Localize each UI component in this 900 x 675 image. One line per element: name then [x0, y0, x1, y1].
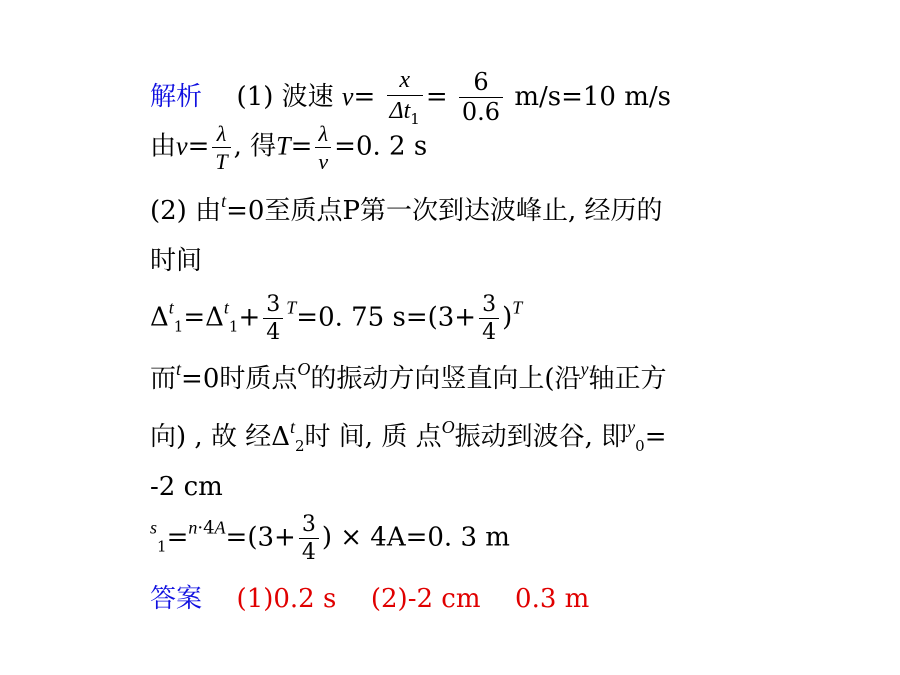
frac-numerator: 3	[299, 513, 319, 539]
line-3	[150, 192, 662, 224]
frac-numerator: λ	[315, 122, 331, 148]
equals: =	[187, 131, 210, 162]
fraction-lambda-over-v	[315, 122, 331, 173]
period-result: =0. 2 s	[334, 131, 428, 162]
line-9	[150, 513, 510, 564]
fraction-6-over-06	[459, 70, 503, 125]
line-5	[150, 293, 522, 344]
frac-denominator: 4	[266, 320, 281, 346]
equals: =	[644, 422, 667, 452]
text: 轴正方	[588, 364, 667, 394]
answer-1: (1)0.2 s	[236, 584, 337, 614]
var-t: t	[221, 191, 227, 211]
text: 时间	[150, 246, 203, 276]
text: 的振动方向竖直向上(沿	[310, 364, 581, 394]
frac-denominator: 4	[301, 540, 316, 566]
frac-denominator: 4	[482, 320, 497, 346]
plus: +	[238, 302, 261, 333]
answer-line	[150, 586, 589, 612]
var-v: v	[341, 81, 354, 111]
var-y: y	[580, 359, 589, 379]
var-t: t	[289, 417, 295, 437]
frac-numerator: 3	[263, 293, 283, 319]
delta-t: Δt	[389, 98, 411, 125]
equals: =	[425, 81, 448, 112]
var-t: t	[223, 297, 229, 318]
subscript: 1	[173, 317, 184, 336]
text: 由	[150, 131, 177, 162]
var-T: T	[276, 131, 291, 161]
var-t: t	[176, 359, 182, 379]
text: ·4	[197, 517, 215, 539]
subscript: 1	[410, 110, 420, 129]
text: =0时质点	[181, 364, 298, 394]
var-n: n	[188, 517, 198, 538]
frac-numerator: 3	[479, 293, 499, 319]
displacement-result: -2 cm	[150, 472, 223, 502]
subscript: 0	[635, 437, 645, 455]
var-s: s	[150, 517, 158, 538]
frac-denominator: v	[318, 149, 329, 175]
equals: =	[353, 81, 376, 112]
answer-3: 0.3 m	[515, 584, 590, 614]
speed-result: m/s=10 m/s	[514, 81, 671, 112]
var-y: y	[627, 417, 636, 437]
var-A: A	[214, 517, 226, 538]
line-8	[150, 474, 223, 500]
text: =0至质点P第一次到达波峰止, 经历的	[226, 196, 663, 226]
text: =Δ	[183, 302, 224, 333]
frac-numerator: 6	[459, 70, 503, 98]
text: 时 间, 质 点	[304, 422, 442, 452]
text: =(3+	[225, 522, 296, 553]
paren: )	[502, 302, 513, 333]
var-t: t	[168, 297, 174, 318]
frac-numerator: λ	[212, 122, 230, 148]
text: =0. 75 s=(3+	[296, 302, 477, 333]
var-T: T	[512, 297, 523, 318]
var-v: v	[176, 131, 188, 161]
part-1-label: (1) 波速	[236, 81, 334, 112]
var-T: T	[286, 297, 297, 318]
subscript: 1	[228, 317, 239, 336]
answer-2: (2)-2 cm	[370, 584, 481, 614]
line-2	[150, 122, 427, 173]
fraction-3-over-4	[263, 293, 283, 344]
line-1	[150, 68, 671, 128]
equals: =	[290, 131, 313, 162]
text: 而	[150, 364, 177, 394]
subscript: 1	[157, 537, 167, 556]
var-O: O	[441, 417, 455, 437]
line-4	[150, 248, 202, 274]
part-2-label: (2) 由	[150, 196, 222, 226]
equals: =	[166, 522, 189, 553]
fraction-3-over-4	[479, 293, 499, 344]
delta: Δ	[150, 302, 169, 333]
text: 振动到波谷, 即	[454, 422, 628, 452]
var-O: O	[297, 359, 311, 379]
text: 向) , 故 经Δ	[150, 422, 290, 452]
analysis-label: 解析	[150, 81, 203, 112]
line-6	[150, 360, 667, 392]
fraction-lambda-over-T	[212, 122, 230, 173]
path-result: ) × 4A=0. 3 m	[321, 522, 510, 553]
frac-denominator: T	[215, 149, 228, 175]
frac-numerator: x	[387, 68, 423, 96]
answer-label: 答案	[150, 584, 203, 614]
fraction-3-over-4	[299, 513, 319, 564]
frac-denominator: 0.6	[461, 98, 501, 127]
line-7	[150, 418, 666, 454]
text: , 得	[233, 131, 277, 162]
fraction-x-over-dt1	[387, 68, 423, 128]
subscript: 2	[295, 437, 305, 455]
